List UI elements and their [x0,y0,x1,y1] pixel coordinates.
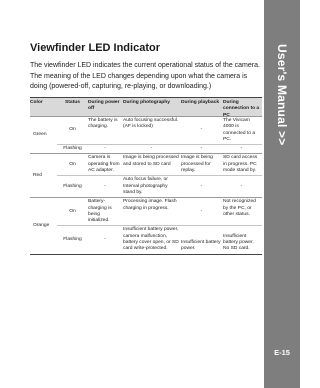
photography-cell: Auto focus failure, or Interval photography stand by. [123,177,168,195]
table-group-green [30,116,262,153]
connection-cell: Not recognized by the PC, or other status. [223,199,256,217]
playback-cell: - [200,146,203,152]
page-title: Viewfinder LED Indicator [30,42,160,54]
playback-cell: - [200,183,203,189]
photography-cell: Auto focusing successful. (AF is locked) [123,118,179,130]
power-off-cell: The battery is charging. [88,118,118,130]
header-photography: During photography [123,100,170,105]
color-label: Red [33,172,42,178]
header-playback: During playback [181,100,220,105]
color-label: Green [33,132,47,138]
connection-cell: - [240,146,243,152]
table-group-orange [30,197,262,253]
status-cell: Flashing [63,183,82,189]
photography-cell: Image is being processed and stored to SD card [123,155,179,167]
table-group-red [30,153,262,197]
playback-cell: Insufficient battery power. [181,240,221,252]
playback-cell: - [200,208,203,214]
status-cell: On [69,161,76,167]
photography-cell: - [150,146,153,152]
intro-paragraph: The viewfinder LED indicates the current operational status of the camera. The meaning of the LED changes depending upon what the camera is doing (powered-off, capturing, re-playing, or downloading.) [30,62,260,91]
status-cell: Flashing [63,146,82,152]
power-off-cell: Camera is operating from AC adapter. [88,155,120,174]
power-off-cell: Battery-charging is being initialized. [88,199,112,224]
status-cell: On [69,127,76,133]
page-number: E-15 [274,348,290,357]
photography-cell: Insufficient battery power, camera malfunction, battery cover open, or SD card write-protected. [123,227,179,252]
power-off-cell: - [104,183,106,189]
power-off-cell: - [104,236,106,242]
led-table [30,97,262,255]
header-status: Status [65,100,80,105]
color-label: Orange [33,222,50,228]
header-power-off: During power off [88,100,120,112]
table-row [57,145,262,153]
power-off-cell: - [104,146,106,152]
header-connection: During connection to a PC [223,100,260,118]
status-cell: On [69,208,76,214]
playback-cell: - [200,127,203,133]
playback-cell: Image is being processed for replay. [181,155,213,174]
connection-cell: Insufficient battery power. No SD card. [223,233,254,252]
header-color: Color [30,100,43,105]
connection-cell: SD card access in progress. PC mode stand by. [223,155,258,174]
side-tab-label: User's Manual >> [275,44,289,146]
connection-cell: - [240,183,243,189]
table-row [57,176,262,197]
table-row [57,154,262,176]
table-row [57,198,262,226]
photography-cell: Processing image. Flash charging in progress. [123,199,177,211]
table-header [30,98,262,116]
table-row [57,226,262,253]
status-cell: Flashing [63,236,82,242]
table-row [57,117,262,145]
connection-cell: The Vivicam 4000 is connected to a PC. [223,118,256,142]
